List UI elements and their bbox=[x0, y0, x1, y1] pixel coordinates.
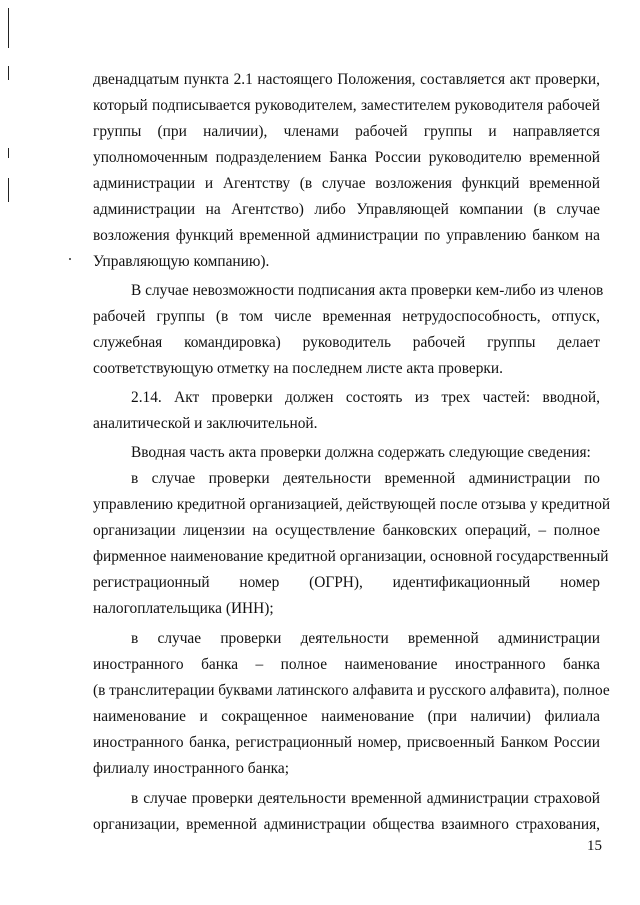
text-line: управлению кредитной организацией, действующей после отзыва у кредитной bbox=[93, 496, 611, 513]
paragraph bbox=[93, 278, 604, 382]
text-line: филиалу иностранного банка; bbox=[93, 760, 290, 777]
text-line: В случае невозможности подписания акта проверки кем-либо из членов bbox=[131, 282, 604, 299]
text-line: наименование и сокращенное наименование (при наличии) филиала bbox=[93, 708, 600, 725]
text-line: (в транслитерации буквами латинского алфавита и русского алфавита), полное bbox=[93, 682, 610, 699]
document-body bbox=[93, 67, 611, 838]
text-line: в случае проверки деятельности временной администрации по bbox=[131, 470, 600, 487]
paragraph bbox=[93, 385, 600, 437]
text-line: аналитической и заключительной. bbox=[93, 415, 318, 432]
scan-margin-mark bbox=[8, 8, 9, 48]
text-line: регистрационный номер (ОГРН), идентификационный номер bbox=[93, 574, 600, 591]
text-line: иностранного банка, регистрационный номер, присвоенный Банком России bbox=[93, 734, 600, 751]
scan-margin-mark bbox=[8, 178, 9, 202]
page-number: 15 bbox=[587, 838, 602, 854]
scan-margin-mark bbox=[8, 66, 9, 80]
text-line: администрации и Агентству (в случае возложения функций временной bbox=[93, 175, 600, 192]
scan-speck bbox=[69, 258, 71, 260]
scan-margin-mark bbox=[8, 148, 9, 158]
paragraph bbox=[93, 626, 610, 782]
text-line: Управляющую компанию). bbox=[93, 253, 270, 270]
paragraph bbox=[93, 466, 611, 622]
text-line: организации, временной администрации общества взаимного страхования, bbox=[93, 816, 600, 833]
text-line: соответствующую отметку на последнем листе акта проверки. bbox=[93, 360, 503, 377]
text-line: фирменное наименование кредитной организации, основной государственный bbox=[93, 548, 609, 565]
paragraph bbox=[93, 440, 600, 466]
text-line: в случае проверки деятельности временной администрации страховой bbox=[131, 790, 600, 807]
text-line: двенадцатым пункта 2.1 настоящего Положения, составляется акт проверки, bbox=[93, 71, 600, 88]
text-line: Вводная часть акта проверки должна содержать следующие сведения: bbox=[131, 444, 591, 461]
text-line: рабочей группы (в том числе временная нетрудоспособность, отпуск, bbox=[93, 308, 600, 325]
text-line: 2.14. Акт проверки должен состоять из трех частей: вводной, bbox=[131, 389, 600, 406]
paragraph bbox=[93, 786, 600, 838]
text-line: который подписывается руководителем, заместителем руководителя рабочей bbox=[93, 97, 600, 114]
text-line: возложения функций временной администрации по управлению банком на bbox=[93, 227, 600, 244]
text-line: уполномоченным подразделением Банка России руководителю временной bbox=[93, 149, 600, 166]
text-line: служебная командировка) руководитель рабочей группы делает bbox=[93, 334, 600, 351]
text-line: в случае проверки деятельности временной администрации bbox=[131, 630, 600, 647]
text-line: иностранного банка – полное наименование иностранного банка bbox=[93, 656, 600, 673]
text-line: группы (при наличии), членами рабочей группы и направляется bbox=[93, 123, 600, 140]
text-line: организации лицензии на осуществление банковских операций, – полное bbox=[93, 522, 600, 539]
text-line: администрации на Агентство) либо Управляющей компании (в случае bbox=[93, 201, 600, 218]
paragraph bbox=[93, 67, 600, 275]
text-line: налогоплательщика (ИНН); bbox=[93, 600, 274, 617]
